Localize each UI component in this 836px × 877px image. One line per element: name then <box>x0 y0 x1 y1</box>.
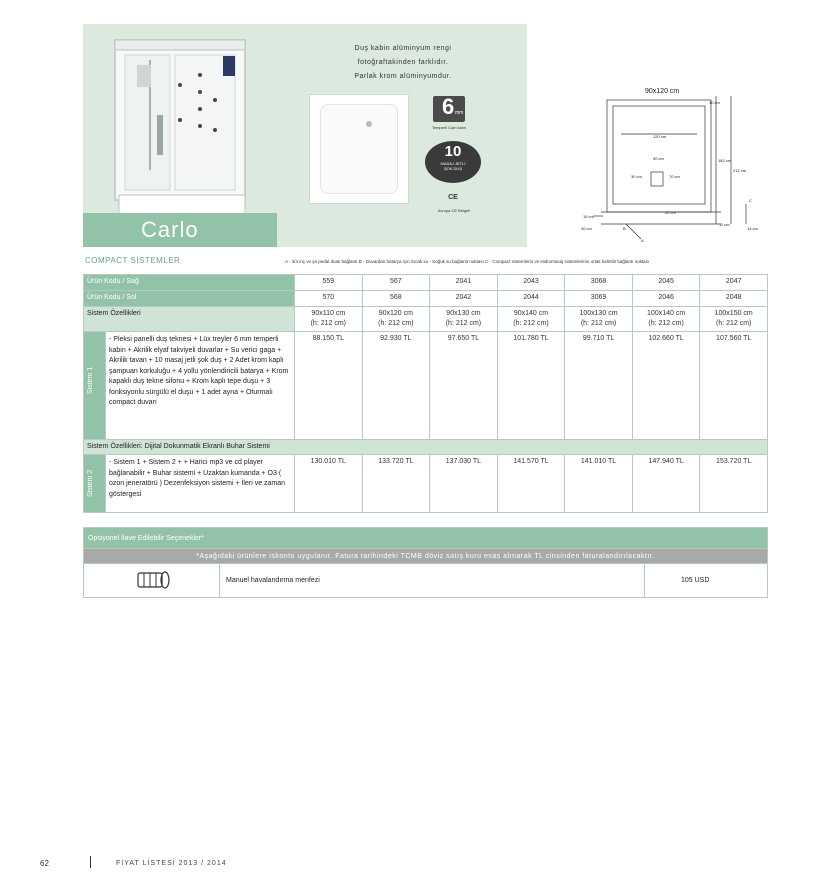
product-code: 2043 <box>497 275 565 291</box>
size-cell <box>362 307 430 332</box>
drawing-label: A <box>641 238 644 243</box>
sizes-row <box>84 307 768 332</box>
steam-system-label: Sistem Özellikleri: Dijital Dokunmatik Ekranlı Buhar Sistemi <box>84 440 768 455</box>
vent-icon <box>132 569 172 591</box>
massage-jets-count: 10 <box>444 143 462 160</box>
product-code: 2044 <box>497 291 565 307</box>
color-note <box>323 42 483 84</box>
price-cell: 133.720 TL <box>362 455 430 513</box>
section-label: COMPACT SİSTEMLER <box>85 256 181 265</box>
option-name: Manuel havalandırma menfezi <box>220 564 645 598</box>
size-cell <box>430 307 498 332</box>
product-code: 570 <box>295 291 363 307</box>
drawing-label: 120 cm <box>653 134 667 139</box>
ce-badge: CE <box>448 194 458 201</box>
size-dim: 100x140 cm <box>647 310 686 317</box>
price-cell: 137.030 TL <box>430 455 498 513</box>
system1-row <box>84 332 768 440</box>
system2-description: - Sistem 1 + Sistem 2 + + Harici mp3 ve cd player bağlanabilir + Buhar sistemi + Uzaktan kumanda + O3 ( ozon jeneratörü ) Dezenfeksiyon sistemi + İleri ve zaman göstergesi <box>106 455 295 513</box>
size-cell <box>565 307 633 332</box>
size-dim: 100x150 cm <box>714 310 753 317</box>
product-code: 568 <box>362 291 430 307</box>
glass-thickness-badge <box>433 96 465 122</box>
size-height: (h: 212 cm) <box>715 320 752 327</box>
drawing-label: 11 cm <box>719 222 730 227</box>
size-dim: 90x140 cm <box>513 310 549 317</box>
glass-thickness-caption: Temperli Cam kalın <box>431 125 467 130</box>
drawing-label: 50 cm <box>653 156 664 161</box>
options-table <box>83 527 768 598</box>
size-height: (h: 212 cm) <box>580 320 617 327</box>
product-code: 3069 <box>565 291 633 307</box>
system1-description: - Pleksi panelli duş teknesi + Lüx treyler 6 mm temperli kabin + Akrilik elyaf takviyeli duvarlar + Su verici gaga + Akrilik tavan + 10 masaj jetli şok duş + 2 Adet krom kaplı şampuan korkuluğu + 4 yollu yönlendiricili batarya + Krom kapaklı duş tekne sifonu + Krom kaplı tepe duşu + 3 fonksiyonlu sürgülü el duşu + 1 adet ayna + Oturmalı compact duvarı <box>106 332 295 440</box>
glass-thickness-unit: mm <box>455 110 464 116</box>
drawing-label: 70 cm <box>669 174 680 179</box>
options-note-row <box>84 549 768 564</box>
product-hero <box>83 24 527 247</box>
color-note-line: Parlak krom alüminyumdur. <box>354 73 452 80</box>
price-cell: 147.940 TL <box>632 455 700 513</box>
footer-brand: FİYAT LİSTESİ 2013 / 2014 <box>116 860 227 867</box>
system2-side <box>84 455 106 513</box>
option-image-cell <box>84 564 220 598</box>
product-code: 2045 <box>632 275 700 291</box>
drawing-label: 212 cm <box>733 168 747 173</box>
left-codes-row <box>84 291 768 307</box>
price-cell: 107.560 TL <box>700 332 768 440</box>
price-cell: 99.710 TL <box>565 332 633 440</box>
shower-tray-basin <box>320 104 398 194</box>
page-number: 62 <box>40 859 49 868</box>
drawing-label: 15 cm <box>583 214 594 219</box>
size-height: (h: 212 cm) <box>648 320 684 327</box>
price-cell: 141.010 TL <box>565 455 633 513</box>
product-code: 2047 <box>700 275 768 291</box>
product-code: 2048 <box>700 291 768 307</box>
product-code: 567 <box>362 275 430 291</box>
shower-cabin-illustration <box>105 30 255 220</box>
size-cell <box>632 307 700 332</box>
drawing-label: 40 cm <box>581 226 592 231</box>
glass-thickness-value: 6 <box>442 94 455 119</box>
features-label: Sistem Özellikleri <box>84 307 295 332</box>
drawing-label: 22 cm <box>665 210 676 215</box>
price-cell: 101.780 TL <box>497 332 565 440</box>
product-title: Carlo <box>141 217 199 242</box>
color-note-line: fotoğraftakinden farklıdır. <box>357 59 449 66</box>
footer-divider <box>90 856 91 868</box>
shower-tray-image <box>309 94 409 204</box>
size-cell <box>295 307 363 332</box>
system2-label: Sistem 2 <box>87 469 94 497</box>
drawing-label: 182 cm <box>718 158 732 163</box>
product-title-box <box>83 213 277 247</box>
right-codes-label: Ürün Kodu / Sağ <box>84 275 295 291</box>
product-code: 559 <box>295 275 363 291</box>
size-height: (h: 212 cm) <box>513 320 549 327</box>
drawing-top-dim: 90x120 cm <box>645 88 680 95</box>
left-codes-label: Ürün Kodu / Sol <box>84 291 295 307</box>
product-code: 3068 <box>565 275 633 291</box>
price-cell: 153.720 TL <box>700 455 768 513</box>
size-cell <box>497 307 565 332</box>
price-cell: 97.650 TL <box>430 332 498 440</box>
product-code: 2046 <box>632 291 700 307</box>
size-height: (h: 212 cm) <box>445 320 482 327</box>
option-item <box>84 564 768 598</box>
price-table <box>83 274 768 513</box>
options-header-row <box>84 528 768 549</box>
system2-row <box>84 455 768 513</box>
drawing-label: 30 cm <box>631 174 642 179</box>
size-dim: 90x120 cm <box>378 310 413 317</box>
size-height: (h: 212 cm) <box>310 320 346 327</box>
steam-system-row <box>84 440 768 455</box>
options-note: *Aşağıdaki ürünlere iskonto uygulanır. Fatura tarihindeki TCMB döviz satış kuru esas alınarak TL cinsinden faturalandırılacaktır. <box>84 549 768 564</box>
color-note-line: Duş kabin alüminyum rengi <box>354 45 452 52</box>
price-cell: 88.150 TL <box>295 332 363 440</box>
size-dim: 100x130 cm <box>579 310 618 317</box>
option-price: 105 USD <box>645 564 768 598</box>
massage-jets-line1: MASAJ JETLİ <box>440 161 466 166</box>
drawing-label: B <box>623 226 626 231</box>
price-cell: 141.570 TL <box>497 455 565 513</box>
price-cell: 130.010 TL <box>295 455 363 513</box>
drawing-label: C <box>749 198 752 203</box>
size-dim: 90x110 cm <box>311 310 346 317</box>
size-dim: 90x130 cm <box>446 310 481 317</box>
product-code: 2042 <box>430 291 498 307</box>
connection-legend: A - 3/4 inç ve ya pedal dualı bağlantı B - Duvardan batarya için Sıcak su - Soğuk su bağlantı noktası C - Compact sistemlerin ve Hidromasaj sistemlerinin ortak belirtilir bağlantı noktası <box>285 259 650 264</box>
product-code: 2041 <box>430 275 498 291</box>
price-cell: 102.660 TL <box>632 332 700 440</box>
system1-label: Sistem 1 <box>87 366 94 394</box>
size-cell <box>700 307 768 332</box>
massage-jets-badge <box>425 141 481 183</box>
right-codes-row <box>84 275 768 291</box>
drawing-label: 14 cm <box>747 226 758 231</box>
drawing-label: 10 cm <box>709 100 720 105</box>
massage-jets-line2: ŞOK DUŞ <box>443 166 462 171</box>
options-header: Opsiyonel İlave Edilebilir Seçenekler* <box>84 528 768 549</box>
system1-side <box>84 332 106 440</box>
size-height: (h: 212 cm) <box>378 320 414 327</box>
price-cell: 92.930 TL <box>362 332 430 440</box>
ce-caption: Avrupa CE Belgeli <box>437 208 471 213</box>
technical-drawing <box>581 84 777 244</box>
drain-icon <box>366 121 372 127</box>
